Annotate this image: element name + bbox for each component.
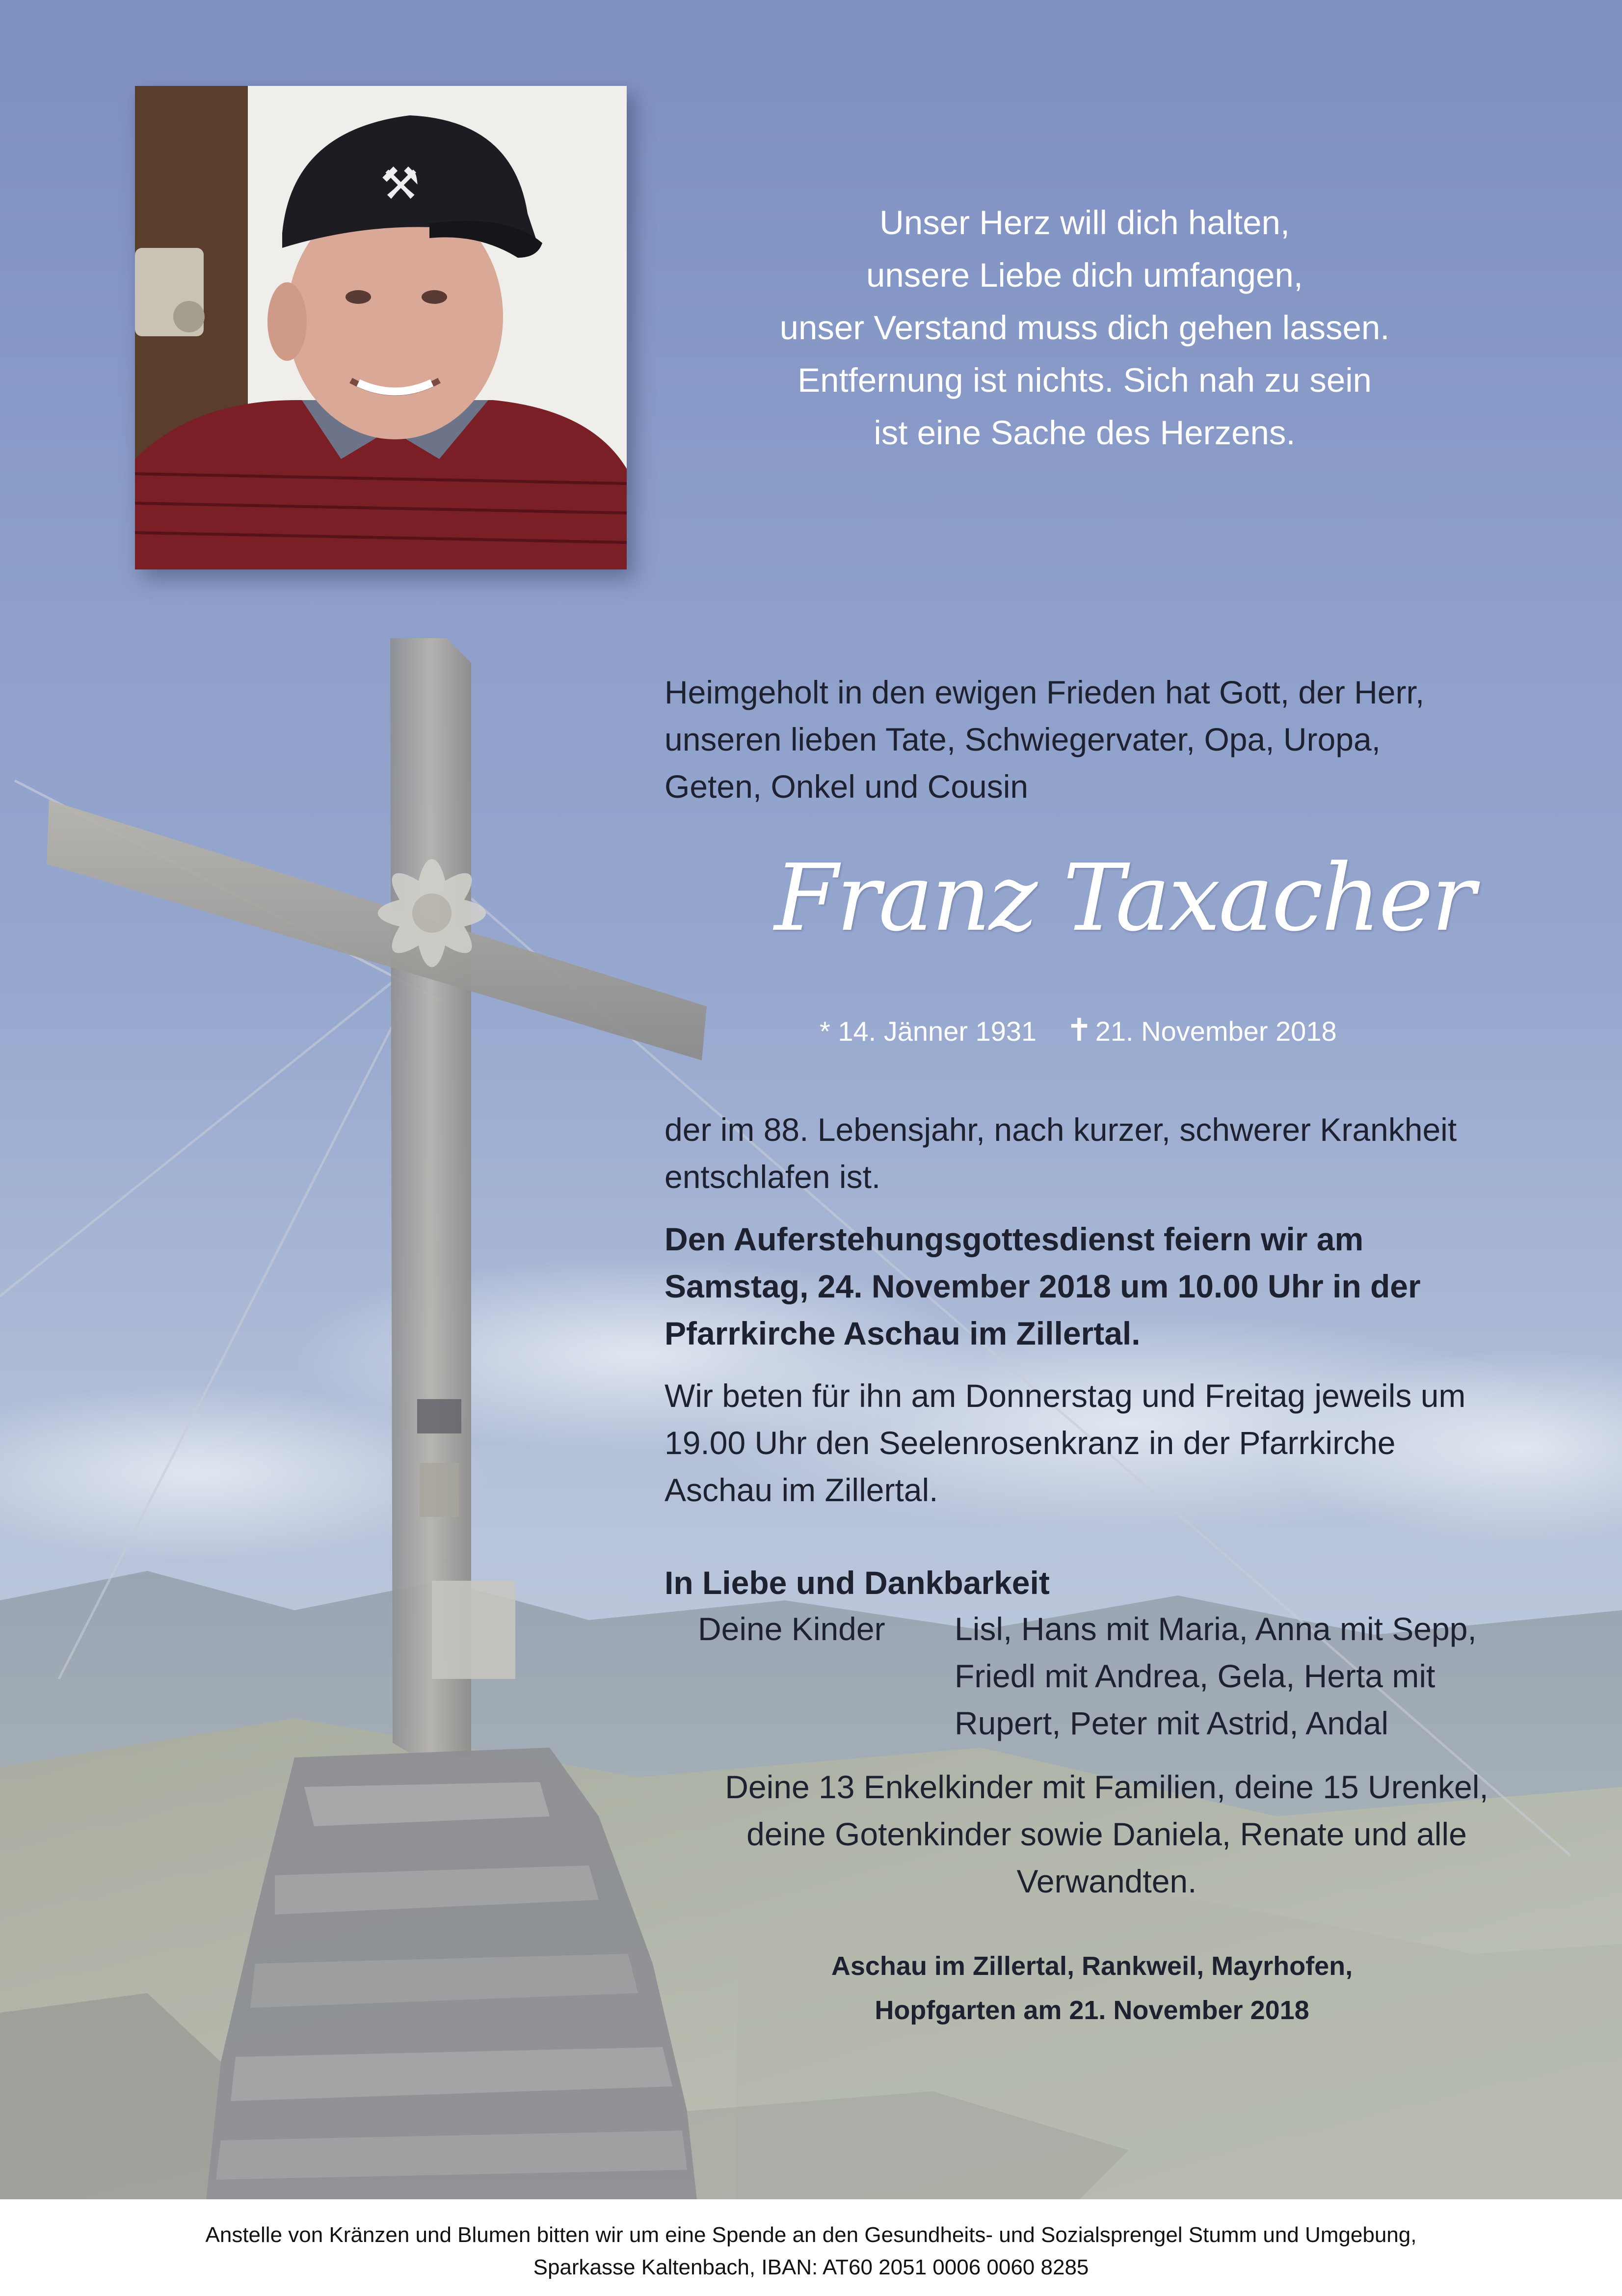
places-line: Aschau im Zillertal, Rankweil, Mayrhofen, bbox=[831, 1951, 1353, 1981]
body-line: entschlafen ist. bbox=[665, 1159, 881, 1195]
portrait-icon bbox=[135, 86, 627, 569]
rosary-text bbox=[665, 1372, 1465, 1513]
svg-text:⚒: ⚒ bbox=[380, 158, 420, 210]
life-dates bbox=[820, 1012, 1458, 1049]
children-label: Deine Kinder bbox=[698, 1611, 885, 1647]
birth-date: * 14. Jänner 1931 bbox=[820, 1016, 1037, 1047]
places-and-date bbox=[766, 1944, 1418, 2032]
mourners-heading: In Liebe und Dankbarkeit bbox=[665, 1565, 1050, 1601]
other-mourners bbox=[667, 1763, 1546, 1905]
rosary-line: 19.00 Uhr den Seelenrosenkranz in der Pfarrkirche bbox=[665, 1425, 1396, 1461]
intro-line: Heimgeholt in den ewigen Frieden hat Gott, der Herr, bbox=[665, 674, 1425, 710]
donation-footer bbox=[0, 2219, 1622, 2284]
funeral-service-text bbox=[665, 1216, 1421, 1357]
intro-line: unseren lieben Tate, Schwiegervater, Opa, Uropa, bbox=[665, 721, 1381, 757]
service-line: Samstag, 24. November 2018 um 10.00 Uhr in der bbox=[665, 1268, 1421, 1304]
verse-line: unsere Liebe dich umfangen, bbox=[866, 256, 1303, 294]
children-names-line: Lisl, Hans mit Maria, Anna mit Sepp, bbox=[955, 1611, 1477, 1647]
other-mourners-line: Deine 13 Enkelkinder mit Familien, deine 15 Urenkel, bbox=[725, 1769, 1489, 1805]
intro-text bbox=[665, 669, 1548, 810]
other-mourners-line: deine Gotenkinder sowie Daniela, Renate und alle bbox=[746, 1816, 1467, 1852]
portrait-photo bbox=[135, 86, 627, 569]
children-names-line: Rupert, Peter mit Astrid, Andal bbox=[955, 1705, 1389, 1741]
service-line: Pfarrkirche Aschau im Zillertal. bbox=[665, 1315, 1141, 1351]
memorial-verse bbox=[677, 196, 1492, 459]
death-notice-text bbox=[665, 1106, 1457, 1200]
deceased-name: Franz Taxacher bbox=[774, 844, 1474, 952]
verse-line: unser Verstand muss dich gehen lassen. bbox=[779, 309, 1390, 347]
verse-line: Entfernung ist nichts. Sich nah zu sein bbox=[798, 361, 1372, 399]
places-line: Hopfgarten am 21. November 2018 bbox=[875, 1996, 1309, 2025]
intro-line: Geten, Onkel und Cousin bbox=[665, 768, 1029, 805]
other-mourners-line: Verwandten. bbox=[1016, 1863, 1197, 1899]
verse-line: Unser Herz will dich halten, bbox=[879, 204, 1290, 242]
body-line: der im 88. Lebensjahr, nach kurzer, schwerer Krankheit bbox=[665, 1111, 1457, 1148]
cross-icon: ✝ bbox=[1066, 1012, 1092, 1049]
footer-line: Anstelle von Kränzen und Blumen bitten wir um eine Spende an den Gesundheits- und Sozialsprengel Stumm und Umgebung, bbox=[205, 2223, 1417, 2247]
children-names-line: Friedl mit Andrea, Gela, Herta mit bbox=[955, 1658, 1436, 1694]
children-names bbox=[955, 1605, 1477, 1747]
rosary-line: Aschau im Zillertal. bbox=[665, 1472, 938, 1508]
verse-line: ist eine Sache des Herzens. bbox=[874, 414, 1296, 452]
death-date: 21. November 2018 bbox=[1095, 1016, 1337, 1047]
rosary-line: Wir beten für ihn am Donnerstag und Freitag jeweils um bbox=[665, 1378, 1466, 1414]
footer-line: Sparkasse Kaltenbach, IBAN: AT60 2051 0006 0060 8285 bbox=[533, 2255, 1089, 2279]
service-line: Den Auferstehungsgottesdienst feiern wir am bbox=[665, 1221, 1364, 1257]
